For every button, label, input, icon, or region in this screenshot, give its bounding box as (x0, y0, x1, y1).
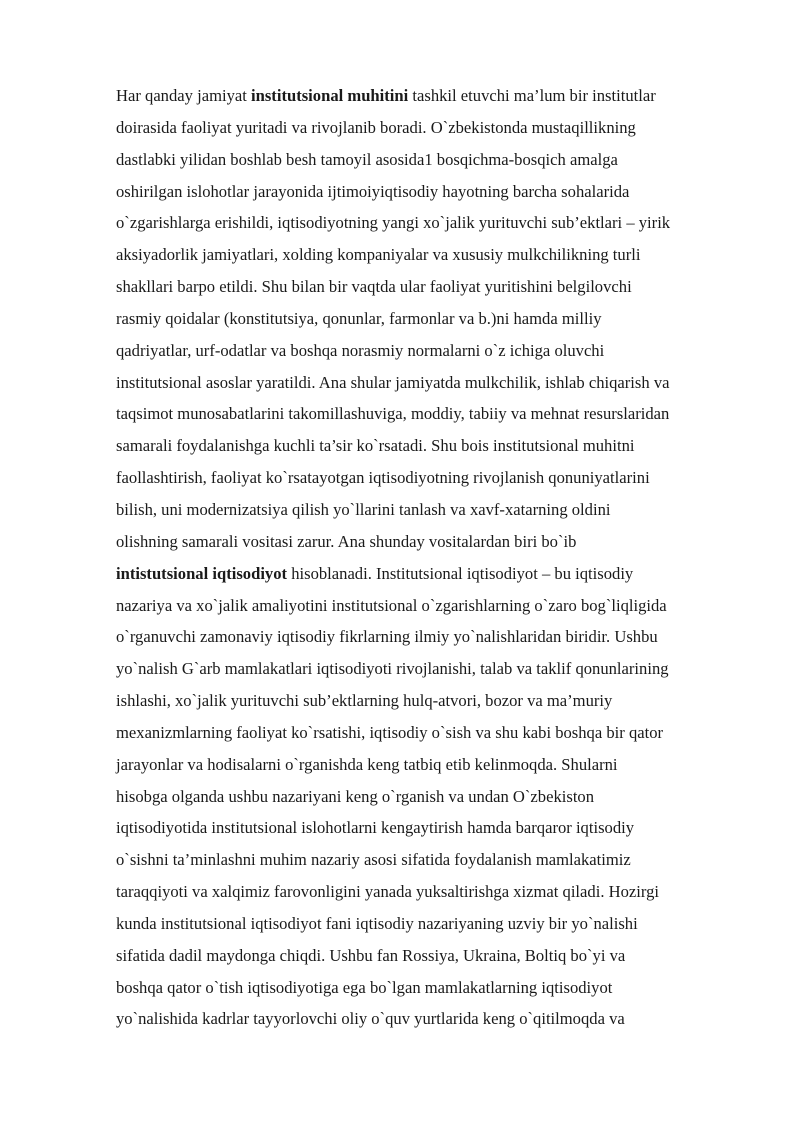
text-line: faollashtirish, faoliyat ko`rsatayotgan iqtisodiyotning rivojlanish qonuniyatlarini (116, 468, 650, 488)
body-paragraph (116, 80, 746, 1035)
text-line: yo`nalish G`arb mamlakatlari iqtisodiyoti rivojlanishi, talab va taklif qonunlarining (116, 659, 669, 679)
text-line: taraqqiyoti va xalqimiz farovonligini yanada yuksaltirishga xizmat qiladi. Hozirgi (116, 882, 659, 902)
text-line: intistutsional iqtisodiyot hisoblanadi. Institutsional iqtisodiyot – bu iqtisodiy (116, 563, 634, 583)
text-line: olishning samarali vositasi zarur. Ana shunday vositalardan biri bo`ib (116, 531, 577, 551)
text-line: Har qanday jamiyat institutsional muhitini tashkil etuvchi ma’lum bir institutlar (116, 86, 656, 105)
text-line: oshirilgan islohotlar jarayonida ijtimoiyiqtisodiy hayotning barcha sohalarida (116, 181, 630, 201)
text-line: o`sishni ta’minlashni muhim nazariy asosi sifatida foydalanish mamlakatimiz (116, 850, 631, 870)
text-line: iqtisodiyotida institutsional islohotlarni kengaytirish hamda barqaror iqtisodiy (116, 818, 635, 838)
text-line: bilish, uni modernizatsiya qilish yo`llarini tanlash va xavf-xatarning oldini (116, 499, 611, 519)
text-line: shakllari barpo etildi. Shu bilan bir vaqtda ular faoliyat yuritishini belgilovchi (116, 277, 632, 297)
text-line: taqsimot munosabatlarini takomillashuviga, moddiy, tabiiy va mehnat resurslaridan (116, 404, 670, 424)
text-line: o`rganuvchi zamonaviy iqtisodiy fikrlarning ilmiy yo`nalishlaridan biridir. Ushbu (116, 627, 658, 647)
text-line: samarali foydalanishga kuchli ta’sir ko`rsatadi. Shu bois institutsional muhitni (116, 436, 635, 456)
text-line: boshqa qator o`tish iqtisodiyotiga ega bo`lgan mamlakatlarning iqtisodiyot (116, 977, 613, 997)
text-line: institutsional asoslar yaratildi. Ana shular jamiyatda mulkchilik, ishlab chiqarish va (116, 372, 670, 392)
bold-term: intistutsional iqtisodiyot (116, 563, 288, 583)
text-line: ishlashi, xo`jalik yurituvchi sub’ektlarning hulq-atvori, bozor va ma’muriy (116, 691, 613, 711)
text-line: kunda institutsional iqtisodiyot fani iqtisodiy nazariyaning uzviy bir yo`nalishi (116, 913, 638, 933)
text-line: qadriyatlar, urf-odatlar va boshqa norasmiy normalarni o`z ichiga oluvchi (116, 340, 605, 360)
text-line: dastlabki yilidan boshlab besh tamoyil asosida1 bosqichma-bosqich amalga (116, 149, 618, 169)
text-line: jarayonlar va hodisalarni o`rganishda keng tatbiq etib kelinmoqda. Shularni (116, 754, 618, 774)
text-line: nazariya va xo`jalik amaliyotini institutsional o`zgarishlarning o`zaro bog`liqligida (116, 595, 667, 615)
text-line: o`zgarishlarga erishildi, iqtisodiyotning yangi xo`jalik yurituvchi sub’ektlari – yirik (116, 213, 671, 233)
bold-term: institutsional muhitini (251, 86, 409, 105)
text-line: mexanizmlarning faoliyat ko`rsatishi, iqtisodiy o`sish va shu kabi boshqa bir qator (116, 722, 664, 742)
text-line: sifatida dadil maydonga chiqdi. Ushbu fan Rossiya, Ukraina, Boltiq bo`yi va (116, 945, 626, 965)
text-line: hisobga olganda ushbu nazariyani keng o`rganish va undan O`zbekiston (116, 786, 595, 806)
text-line: yo`nalishida kadrlar tayyorlovchi oliy o`quv yurtlarida keng o`qitilmoqda va (116, 1009, 625, 1029)
text-line: rasmiy qoidalar (konstitutsiya, qonunlar, farmonlar va b.)ni hamda milliy (116, 308, 602, 328)
text-line: doirasida faoliyat yuritadi va rivojlanib boradi. O`zbekistonda mustaqillikning (116, 117, 636, 137)
text-line: aksiyadorlik jamiyatlari, xolding kompaniyalar va xususiy mulkchilikning turli (116, 245, 641, 265)
